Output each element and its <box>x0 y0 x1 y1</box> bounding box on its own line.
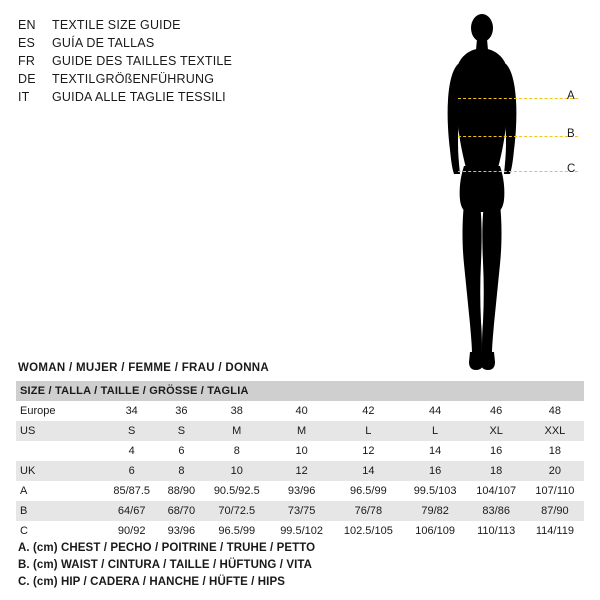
measurement-legend <box>18 540 578 591</box>
language-code: IT <box>18 90 30 104</box>
table-cell: 6 <box>104 461 159 481</box>
table-cell: 8 <box>159 461 203 481</box>
table-cell: 102.5/105 <box>333 521 404 541</box>
row-label: US <box>16 421 104 441</box>
language-header <box>18 16 418 106</box>
table-cell: 34 <box>104 401 159 421</box>
row-label: C <box>16 521 104 541</box>
table-cell: 4 <box>104 441 159 461</box>
table-cell: 114/119 <box>526 521 584 541</box>
table-cell: 12 <box>270 461 333 481</box>
table-cell: 42 <box>333 401 404 421</box>
table-cell: 8 <box>203 441 270 461</box>
table-cell: 99.5/103 <box>404 481 467 501</box>
legend-row-b: B. (cm) WAIST / CINTURA / TAILLE / HÜFTUNG / VITA <box>18 559 313 571</box>
measure-label-c: C <box>567 163 576 175</box>
row-label: Europe <box>16 401 104 421</box>
table-cell: 96.5/99 <box>333 481 404 501</box>
table-cell: 106/109 <box>404 521 467 541</box>
table-cell: 107/110 <box>526 481 584 501</box>
table-cell: 16 <box>467 441 526 461</box>
table-header-label: SIZE / TALLA / TAILLE / GRÖSSE / TAGLIA <box>16 381 584 401</box>
language-text: GUÍA DE TALLAS <box>52 36 155 50</box>
table-cell: 93/96 <box>159 521 203 541</box>
table-cell: XL <box>467 421 526 441</box>
table-cell: S <box>159 421 203 441</box>
table-cell: 110/113 <box>467 521 526 541</box>
table-cell: 40 <box>270 401 333 421</box>
table-cell: L <box>404 421 467 441</box>
table-caption: WOMAN / MUJER / FEMME / FRAU / DONNA <box>18 362 270 374</box>
language-text: GUIDA ALLE TAGLIE TESSILI <box>52 90 226 104</box>
table-cell: 36 <box>159 401 203 421</box>
language-text: TEXTILE SIZE GUIDE <box>52 18 181 32</box>
table-cell: 96.5/99 <box>203 521 270 541</box>
table-cell: 85/87.5 <box>104 481 159 501</box>
table-cell: 87/90 <box>526 501 584 521</box>
table-cell: 18 <box>526 441 584 461</box>
row-label <box>16 441 104 461</box>
row-label: UK <box>16 461 104 481</box>
table-row <box>16 441 584 461</box>
table-cell: 16 <box>404 461 467 481</box>
table-cell: 73/75 <box>270 501 333 521</box>
table-cell: L <box>333 421 404 441</box>
table-row <box>16 421 584 441</box>
table-cell: 44 <box>404 401 467 421</box>
table-cell: 88/90 <box>159 481 203 501</box>
size-figure <box>430 8 595 378</box>
table-cell: 83/86 <box>467 501 526 521</box>
table-cell: 64/67 <box>104 501 159 521</box>
table-cell: 46 <box>467 401 526 421</box>
table-row <box>16 481 584 501</box>
language-code: DE <box>18 72 36 86</box>
table-cell: 70/72.5 <box>203 501 270 521</box>
table-cell: 90.5/92.5 <box>203 481 270 501</box>
table-cell: 76/78 <box>333 501 404 521</box>
row-label: B <box>16 501 104 521</box>
language-code: ES <box>18 36 36 50</box>
table-cell: 14 <box>404 441 467 461</box>
language-row <box>18 52 418 70</box>
table-cell: M <box>270 421 333 441</box>
table-cell: 68/70 <box>159 501 203 521</box>
table-row <box>16 501 584 521</box>
size-table <box>16 381 584 541</box>
table-row <box>16 401 584 421</box>
language-row <box>18 16 418 34</box>
table-cell: 93/96 <box>270 481 333 501</box>
table-cell: 79/82 <box>404 501 467 521</box>
language-code: FR <box>18 54 36 68</box>
table-cell: 48 <box>526 401 584 421</box>
table-header-row <box>16 381 584 401</box>
measure-line-c <box>458 171 578 172</box>
table-cell: 18 <box>467 461 526 481</box>
language-code: EN <box>18 18 36 32</box>
measure-label-a: A <box>567 90 575 102</box>
table-row <box>16 521 584 541</box>
row-label: A <box>16 481 104 501</box>
table-cell: 10 <box>270 441 333 461</box>
female-silhouette-icon <box>430 8 595 378</box>
table-cell: 6 <box>159 441 203 461</box>
measure-line-b <box>458 136 578 137</box>
table-cell: 99.5/102 <box>270 521 333 541</box>
table-cell: 12 <box>333 441 404 461</box>
language-row <box>18 34 418 52</box>
table-cell: 90/92 <box>104 521 159 541</box>
language-row <box>18 88 418 106</box>
table-cell: XXL <box>526 421 584 441</box>
table-row <box>16 461 584 481</box>
table-cell: 38 <box>203 401 270 421</box>
table-cell: 104/107 <box>467 481 526 501</box>
language-text: TEXTILGRÖßENFÜHRUNG <box>52 72 215 86</box>
table-cell: 14 <box>333 461 404 481</box>
legend-row-c: C. (cm) HIP / CADERA / HANCHE / HÜFTE / HIPS <box>18 576 286 588</box>
table-cell: 20 <box>526 461 584 481</box>
table-cell: S <box>104 421 159 441</box>
measure-line-a <box>458 98 578 99</box>
measure-label-b: B <box>567 128 575 140</box>
table-cell: 10 <box>203 461 270 481</box>
table-cell: M <box>203 421 270 441</box>
language-text: GUIDE DES TAILLES TEXTILE <box>52 54 233 68</box>
legend-row-a: A. (cm) CHEST / PECHO / POITRINE / TRUHE / PETTO <box>18 542 316 554</box>
language-row <box>18 70 418 88</box>
